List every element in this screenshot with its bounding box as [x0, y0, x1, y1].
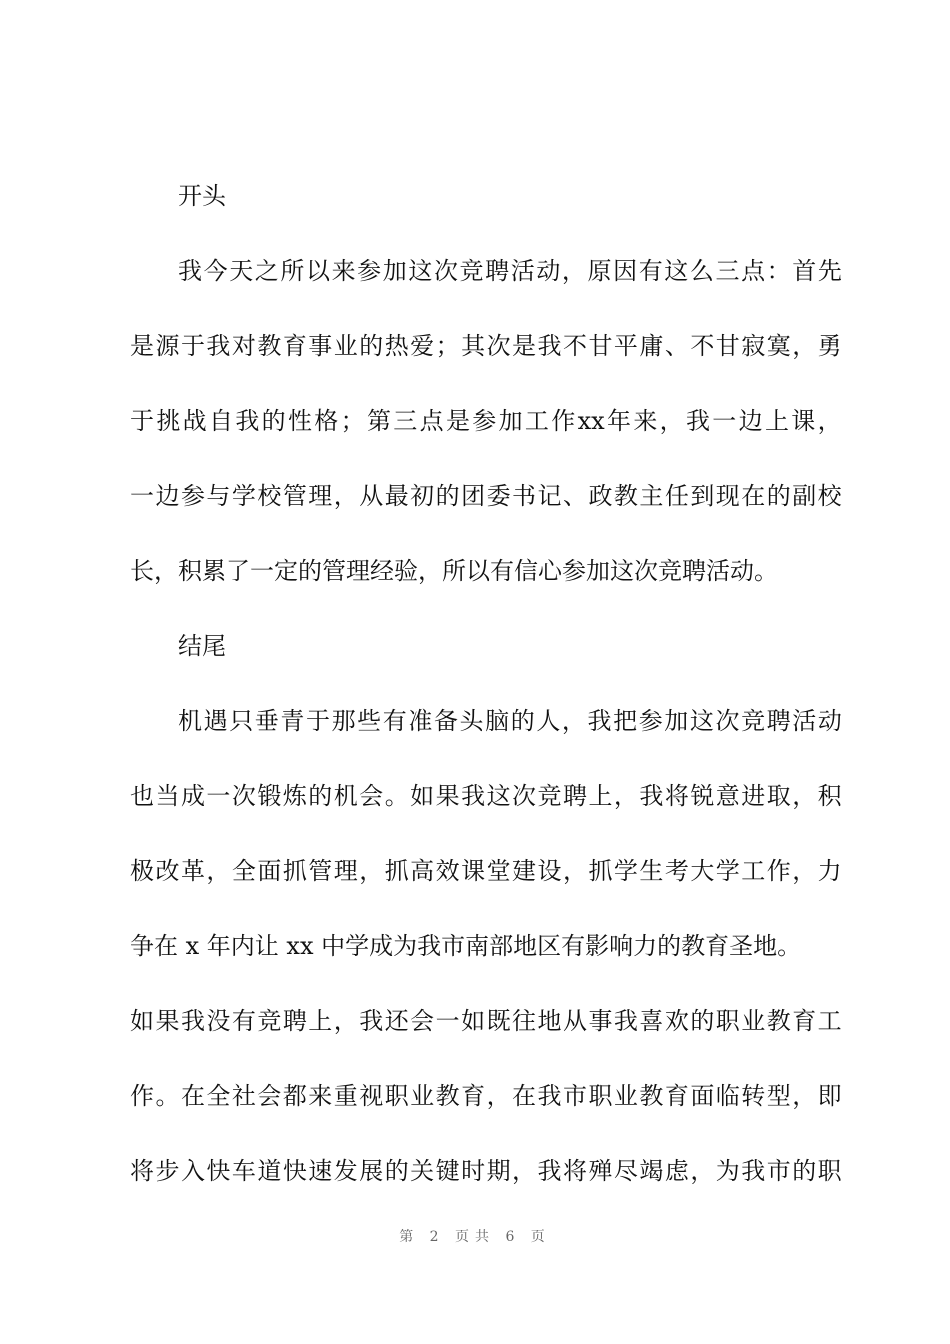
text-line: 是 源 于 我 对 教 育 事 业 的 热 爱 ； 其 次 是 我 不 甘 平 庸 、 不 甘 寂 寞 ， 勇	[130, 332, 842, 360]
text-line: 争在 x 年内让 xx 中学成为我市南部地区有影响力的教育圣地。	[130, 932, 802, 960]
text-line: 将 步 入 快 车 道 快 速 发 展 的 关 键 时 期 ， 我 将 殚 尽 竭 虑 ， 为 我 市 的 职	[130, 1157, 842, 1185]
document-body	[130, 168, 842, 1218]
text-line: 开头	[178, 182, 226, 210]
text-line: 一 边 参 与 学 校 管 理 ， 从 最 初 的 团 委 书 记 、 政 教 主 任 到 现 在 的 副 校	[130, 482, 842, 510]
text-line: 我 今 天 之 所 以 来 参 加 这 次 竞 聘 活 动 ， 原 因 有 这 么 三 点 ： 首 先	[178, 257, 842, 285]
text-line: 如 果 我 没 有 竞 聘 上 ， 我 还 会 一 如 既 往 地 从 事 我 喜 欢 的 职 业 教 育 工	[130, 1007, 842, 1035]
page-footer: 第 2 页共 6 页	[399, 1229, 551, 1245]
text-line: 作 。 在 全 社 会 都 来 重 视 职 业 教 育 ， 在 我 市 职 业 教 育 面 临 转 型 ， 即	[130, 1082, 842, 1110]
text-line: 结尾	[178, 632, 226, 660]
text-line: 长，积累了一定的管理经验，所以有信心参加这次竞聘活动。	[130, 557, 778, 585]
text-line: 于 挑 战 自 我 的 性 格 ； 第 三 点 是 参 加 工 作 xx 年 来 ， 我 一 边 上 课 ，	[130, 407, 842, 435]
text-line: 也 当 成 一 次 锻 炼 的 机 会 。 如 果 我 这 次 竞 聘 上 ， 我 将 锐 意 进 取 ， 积	[130, 782, 842, 810]
text-line: 机 遇 只 垂 青 于 那 些 有 准 备 头 脑 的 人 ， 我 把 参 加 这 次 竞 聘 活 动	[178, 707, 842, 735]
text-line: 极 改 革 ， 全 面 抓 管 理 ， 抓 高 效 课 堂 建 设 ， 抓 学 生 考 大 学 工 作 ， 力	[130, 857, 842, 885]
